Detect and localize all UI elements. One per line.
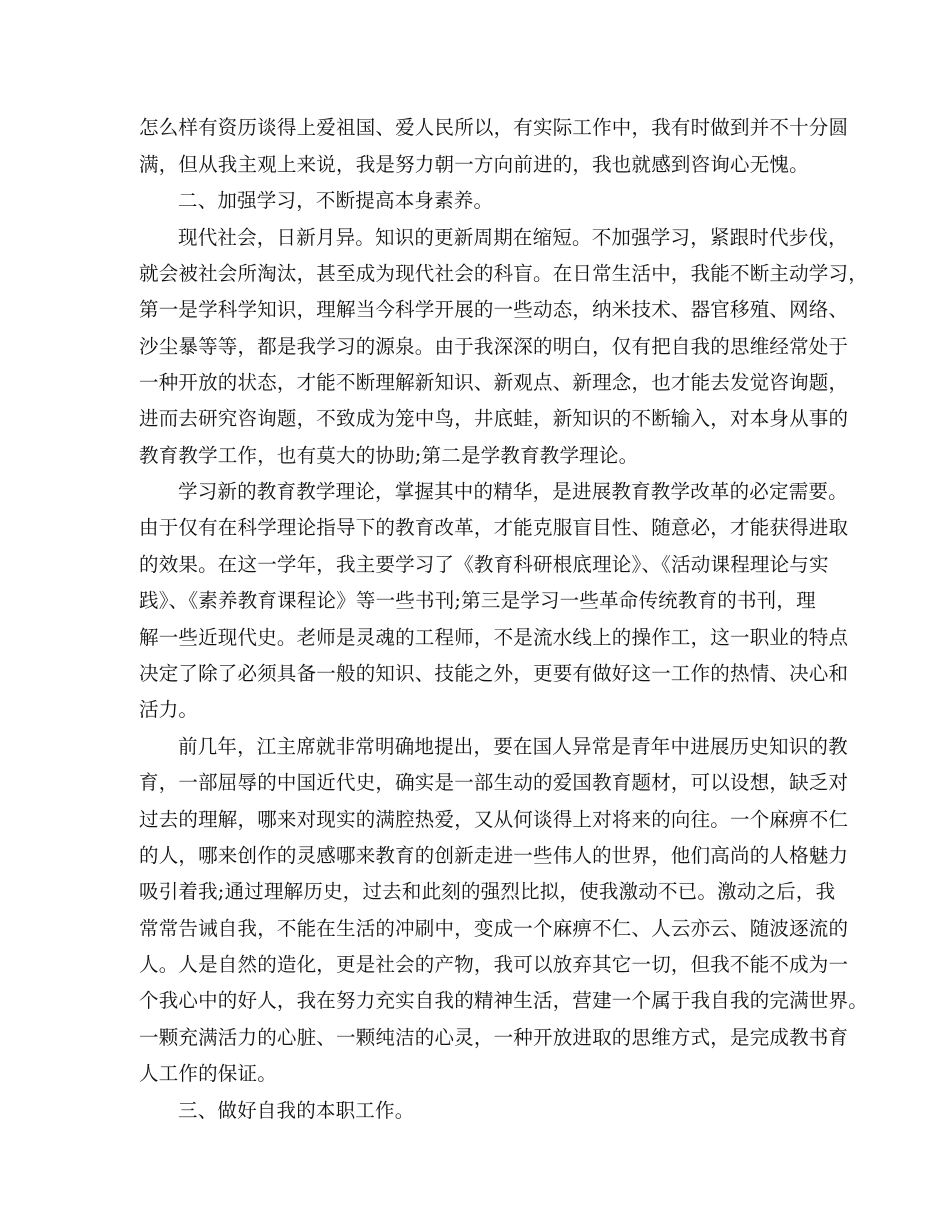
text-line: 由于仅有在科学理论指导下的教育改革，才能克服盲目性、随意必，才能获得进取 — [139, 516, 849, 539]
text-line: 进而去研究咨询题，不致成为笼中鸟，井底蛙，新知识的不断输入，对本身从事的 — [139, 407, 849, 430]
text-line: 就会被社会所淘汰，甚至成为现代社会的科盲。在日常生活中，我能不断主动学习， — [139, 262, 868, 285]
section-heading: 三、做好自我的本职工作。 — [178, 1099, 415, 1122]
text-line: 的人，哪来创作的灵感哪来教育的创新走进一些伟人的世界，他们高尚的人格魅力 — [139, 844, 849, 867]
text-line: 人工作的保证。 — [139, 1062, 277, 1085]
text-line: 第一是学科学知识，理解当今科学开展的一些动态，纳米技术、器官移殖、网络、 — [139, 298, 849, 321]
text-line: 沙尘暴等等，都是我学习的源泉。由于我深深的明白，仅有把自我的思维经常处于 — [139, 335, 849, 358]
text-line: 学习新的教育教学理论，掌握其中的精华，是进展教育教学改革的必定需要。 — [178, 480, 848, 503]
text-line: 一颗充满活力的心脏、一颗纯洁的心灵，一种开放进取的思维方式，是完成教书育 — [139, 1026, 849, 1049]
text-line: 人。人是自然的造化，更是社会的产物，我可以放弃其它一切，但我不能不成为一 — [139, 953, 849, 976]
text-line: 教育教学工作，也有莫大的协助;第二是学教育教学理论。 — [139, 444, 639, 467]
text-line: 育，一部屈辱的中国近代史，确实是一部生动的爱国教育题材，可以设想，缺乏对 — [139, 771, 849, 794]
text-line: 一种开放的状态，才能不断理解新知识、新观点、新理念，也才能去发觉咨询题， — [139, 371, 849, 394]
text-line: 的效果。在这一学年，我主要学习了《教育科研根底理论》、《活动课程理论与实 — [139, 553, 829, 576]
text-line: 前几年，江主席就非常明确地提出，要在国人异常是青年中进展历史知识的教 — [178, 735, 848, 758]
text-line: 现代社会，日新月异。知识的更新周期在缩短。不加强学习，紧跟时代步伐， — [178, 226, 848, 249]
text-line: 解一些近现代史。老师是灵魂的工程师，不是流水线上的操作工，这一职业的特点 — [139, 626, 849, 649]
text-line: 践》、《素养教育课程论》等一些书刊;第三是学习一些革命传统教育的书刊，理 — [139, 589, 816, 612]
text-line: 个我心中的好人，我在努力充实自我的精神生活，营建一个属于我自我的完满世界。 — [139, 989, 868, 1012]
text-line: 决定了除了必须具备一般的知识、技能之外，更要有做好这一工作的热情、决心和 — [139, 662, 849, 685]
text-line: 吸引着我;通过理解历史，过去和此刻的强烈比拟，使我激动不已。激动之后，我 — [139, 880, 836, 903]
text-line: 过去的理解，哪来对现实的满腔热爱，又从何谈得上对将来的向往。一个麻痹不仁 — [139, 808, 849, 831]
section-heading: 二、加强学习，不断提高本身素养。 — [178, 189, 494, 212]
text-line: 常常告诫自我，不能在生活的冲刷中，变成一个麻痹不仁、人云亦云、随波逐流的 — [139, 917, 849, 940]
text-line: 活力。 — [139, 698, 199, 721]
text-line: 满，但从我主观上来说，我是努力朝一方向前进的，我也就感到咨询心无愧。 — [139, 153, 809, 176]
text-line: 怎么样有资历谈得上爱祖国、爱人民所以，有实际工作中，我有时做到并不十分圆 — [139, 116, 849, 139]
